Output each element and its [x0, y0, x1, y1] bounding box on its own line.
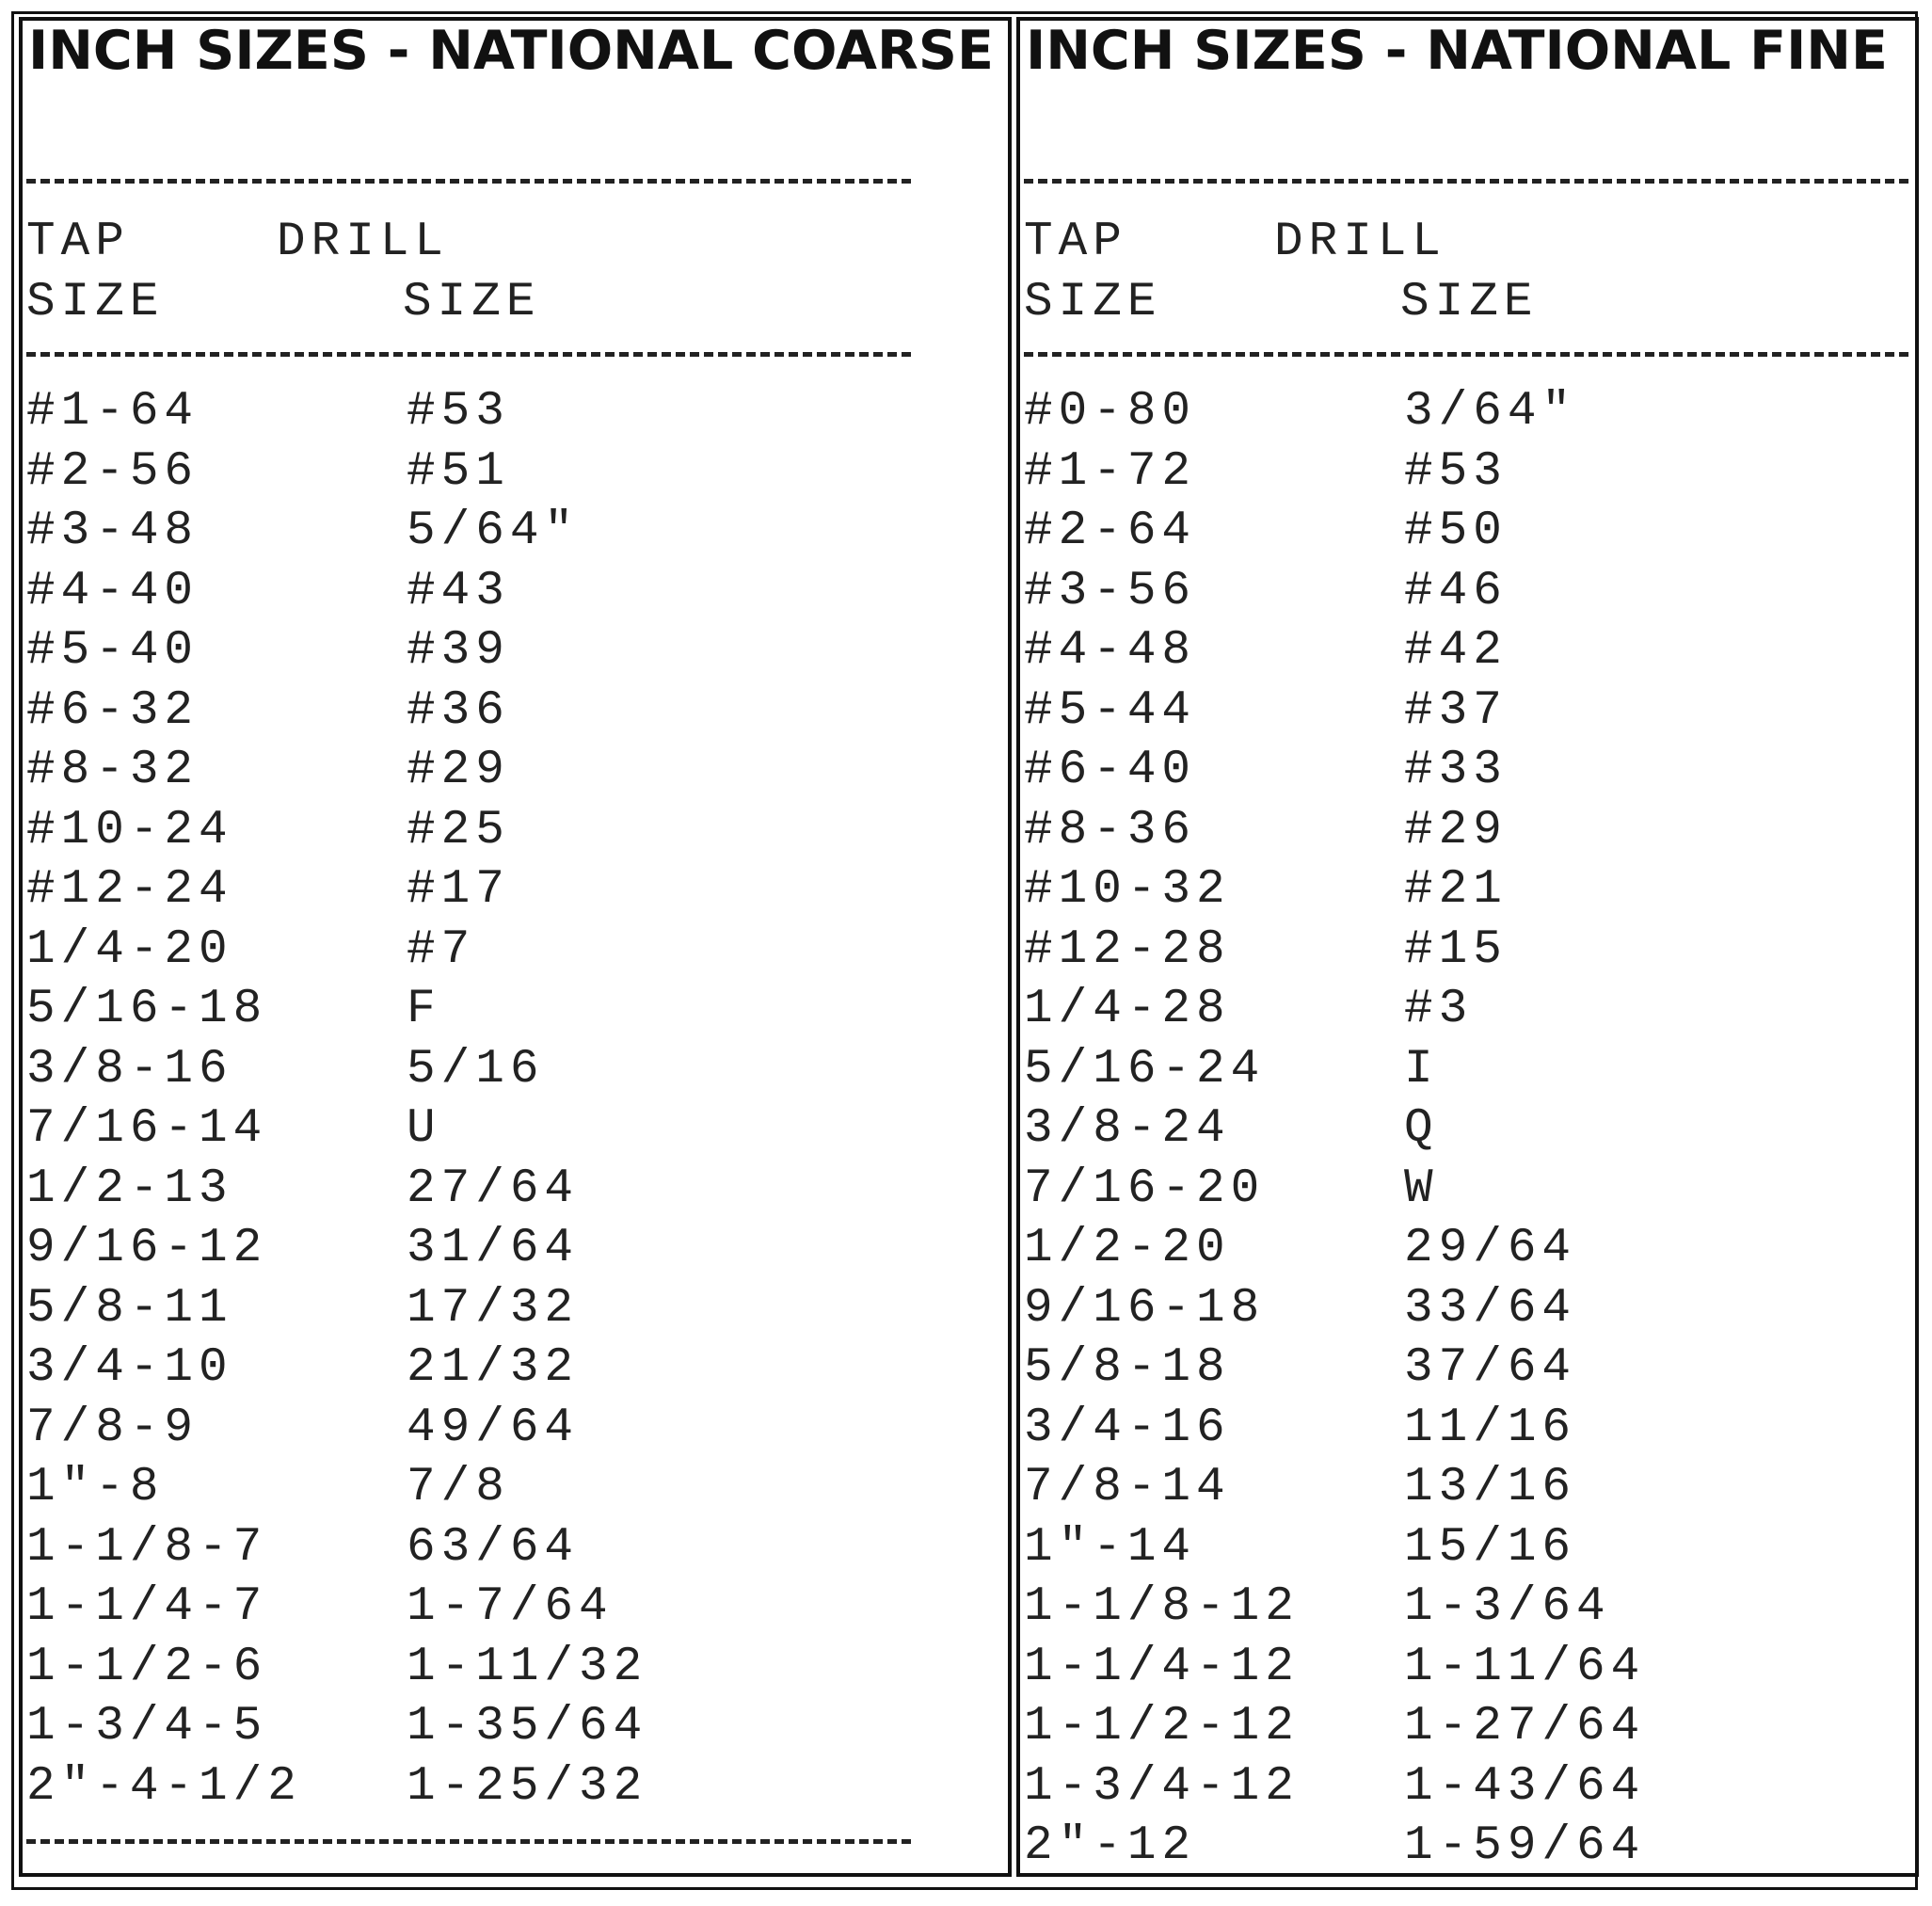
drill-size: 13/16 [1404, 1461, 1577, 1514]
tap-size: #4-40 [26, 564, 200, 618]
tap-size: #2-64 [1024, 505, 1197, 558]
tap-size: 1-3/4-5 [26, 1700, 268, 1754]
tap-size: 3/4-10 [26, 1341, 233, 1395]
tap-size: 7/16-14 [26, 1102, 268, 1156]
drill-size: #33 [1404, 744, 1508, 797]
tap-size: 7/8-14 [1024, 1461, 1231, 1514]
drill-size: #29 [407, 744, 510, 797]
drill-size: U [407, 1102, 441, 1156]
tap-size: 9/16-18 [1024, 1281, 1266, 1336]
tap-size: 7/8-9 [26, 1401, 200, 1455]
drill-size: 21/32 [407, 1341, 580, 1395]
header-tap: TAP [1024, 216, 1127, 269]
tap-size: 1-1/2-6 [26, 1640, 268, 1694]
drill-size: 1-27/64 [1404, 1700, 1646, 1754]
drill-size: #29 [1404, 803, 1508, 857]
header-drill: DRILL [277, 216, 450, 269]
drill-size: #39 [407, 624, 510, 678]
tap-size: #0-80 [1024, 385, 1197, 439]
drill-size: 5/64" [407, 505, 580, 558]
drill-size: I [1404, 1042, 1439, 1097]
drill-size: #50 [1404, 505, 1508, 558]
tap-size: #6-40 [1024, 744, 1197, 797]
drill-size: #42 [1404, 624, 1508, 678]
header-size-drill: SIZE [403, 276, 541, 329]
drill-size: 3/64" [1404, 385, 1577, 439]
drill-size: #7 [407, 922, 476, 977]
drill-size: #36 [407, 683, 510, 738]
tap-size: #6-32 [26, 683, 200, 738]
tap-size: 5/8-18 [1024, 1341, 1231, 1395]
drill-size: 11/16 [1404, 1401, 1577, 1455]
tap-size: 1"-14 [1024, 1520, 1197, 1575]
tap-size: #12-24 [26, 863, 233, 917]
tap-size: 2"-4-1/2 [26, 1759, 302, 1814]
tap-size: #12-28 [1024, 922, 1231, 977]
header-drill: DRILL [1274, 216, 1447, 269]
drill-size: 1-7/64 [407, 1580, 614, 1634]
tap-size: 1/4-28 [1024, 983, 1231, 1036]
drill-size: 15/16 [1404, 1520, 1577, 1575]
tap-size: 1-1/2-12 [1024, 1700, 1300, 1754]
drill-size: 1-3/64 [1404, 1580, 1611, 1634]
tap-size: 1/2-13 [26, 1161, 233, 1216]
dashed-rule-top [1024, 179, 1908, 184]
header-size-tap: SIZE [26, 276, 165, 329]
drill-size: 27/64 [407, 1161, 580, 1216]
tap-size: 5/16-24 [1024, 1042, 1266, 1097]
tap-size: 1-1/4-12 [1024, 1640, 1300, 1694]
tap-size: #5-44 [1024, 683, 1197, 738]
header-tap: TAP [26, 216, 130, 269]
panel-national-fine [1016, 17, 1919, 1877]
dashed-rule-top [26, 179, 911, 184]
tap-size: #1-64 [26, 385, 200, 439]
drill-size: 29/64 [1404, 1222, 1577, 1275]
tap-size: 7/16-20 [1024, 1161, 1266, 1216]
tap-size: 1/4-20 [26, 922, 233, 977]
drill-size: #46 [1404, 564, 1508, 618]
drill-size: 5/16 [407, 1042, 545, 1097]
tap-size: 1/2-20 [1024, 1222, 1231, 1275]
panel-title: INCH SIZES - NATIONAL FINE [1026, 20, 1888, 82]
tap-size: 1-1/8-12 [1024, 1580, 1300, 1634]
tap-size: 2"-12 [1024, 1819, 1197, 1873]
tap-size: 1-1/4-7 [26, 1580, 268, 1634]
panel-title: INCH SIZES - NATIONAL COARSE [28, 20, 994, 82]
tap-size: #8-36 [1024, 803, 1197, 857]
drill-size: 17/32 [407, 1281, 580, 1336]
dashed-rule-bottom [26, 1839, 911, 1844]
tap-size: #2-56 [26, 444, 200, 499]
drill-size: 1-59/64 [1404, 1819, 1646, 1873]
tap-size: 3/8-24 [1024, 1102, 1231, 1156]
dashed-rule-header [26, 352, 911, 357]
tap-size: 3/8-16 [26, 1042, 233, 1097]
drill-size: #43 [407, 564, 510, 618]
drill-size: Q [1404, 1102, 1439, 1156]
tap-size: #10-32 [1024, 863, 1231, 917]
drill-size: #25 [407, 803, 510, 857]
panel-national-coarse [19, 17, 1012, 1877]
drill-size: 33/64 [1404, 1281, 1577, 1336]
tap-size: #3-56 [1024, 564, 1197, 618]
drill-size: F [407, 983, 441, 1036]
tap-size: #1-72 [1024, 444, 1197, 499]
drill-size: 37/64 [1404, 1341, 1577, 1395]
drill-size: 49/64 [407, 1401, 580, 1455]
header-size-tap: SIZE [1024, 276, 1162, 329]
tap-size: 5/8-11 [26, 1281, 233, 1336]
header-size-drill: SIZE [1400, 276, 1539, 329]
drill-size: 1-43/64 [1404, 1759, 1646, 1814]
tap-size: 1-1/8-7 [26, 1520, 268, 1575]
tap-size: 3/4-16 [1024, 1401, 1231, 1455]
tap-size: 9/16-12 [26, 1222, 268, 1275]
tap-size: #3-48 [26, 505, 200, 558]
tap-size: #4-48 [1024, 624, 1197, 678]
drill-size: 1-35/64 [407, 1700, 648, 1754]
drill-size: #17 [407, 863, 510, 917]
drill-size: #53 [407, 385, 510, 439]
tap-size: 1-3/4-12 [1024, 1759, 1300, 1814]
tap-size: #8-32 [26, 744, 200, 797]
drill-size: #15 [1404, 922, 1508, 977]
tap-size: #10-24 [26, 803, 233, 857]
drill-size: 1-11/64 [1404, 1640, 1646, 1694]
drill-size: #37 [1404, 683, 1508, 738]
tap-size: 5/16-18 [26, 983, 268, 1036]
drill-size: W [1404, 1161, 1439, 1216]
drill-size: 1-25/32 [407, 1759, 648, 1814]
tap-size: 1"-8 [26, 1461, 165, 1514]
drill-size: #3 [1404, 983, 1474, 1036]
drill-size: 1-11/32 [407, 1640, 648, 1694]
drill-size: 31/64 [407, 1222, 580, 1275]
drill-size: #53 [1404, 444, 1508, 499]
drill-size: #51 [407, 444, 510, 499]
drill-size: #21 [1404, 863, 1508, 917]
drill-size: 7/8 [407, 1461, 510, 1514]
drill-size: 63/64 [407, 1520, 580, 1575]
tap-size: #5-40 [26, 624, 200, 678]
dashed-rule-header [1024, 352, 1908, 357]
